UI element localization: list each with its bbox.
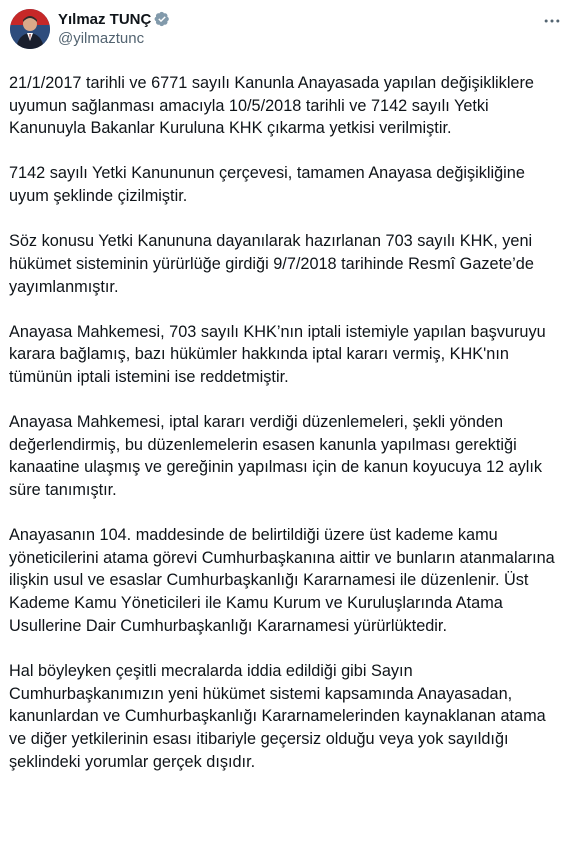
user-handle[interactable]: @yilmaztunc [58, 30, 145, 47]
tweet-paragraph: Anayasa Mahkemesi, iptal kararı verdiği düzenlemeleri, şekli yönden değerlendirmiş, bu düzenlemelerin esasen kanunla yapılması gerektiği kanaatine ulaşmış ve gereğinin yapılması için de kanun koyucuya 12 aylık süre tanımıştır. [9, 412, 543, 500]
tweet-paragraph: 21/1/2017 tarihli ve 6771 sayılı Kanunla Anayasada yapılan değişikliklere uyumun sağlanması amacıyla 10/5/2018 tarihli ve 7142 sayılı Yetki Kanunuyla Bakanlar Kuruluna KHK çıkarma yetkisi verilmiştir. [9, 74, 534, 138]
avatar[interactable] [10, 9, 50, 49]
tweet-paragraph: Hal böyleyken çeşitli mecralarda iddia edildiği gibi Sayın Cumhurbaşkanımızın yeni hükümet sistemi kapsamında Anayasadan, kanunlardan ve Cumhurbaşkanlığı Kararnamelerinden kaynaklanan atama ve diğer yetkilerinin esası itibariyle geçersiz olduğu veya yok sayıldığı şeklindeki yorumlar gerçek dışıdır. [9, 661, 546, 771]
display-name[interactable]: Yılmaz TUNÇ [58, 10, 152, 28]
tweet-paragraph: 7142 sayılı Yetki Kanununun çerçevesi, tamamen Anayasa değişikliğine uyum şeklinde çizilmiştir. [9, 164, 525, 206]
tweet-text [9, 72, 567, 773]
tweet-paragraph: Söz konusu Yetki Kanununa dayanılarak hazırlanan 703 sayılı KHK, yeni hükümet sisteminin yürürlüğe girdiği 9/7/2018 tarihinde Resmî Gazete’de yayımlanmıştır. [9, 232, 534, 296]
user-info [58, 9, 170, 47]
tweet-header [9, 9, 567, 55]
name-row [58, 9, 170, 29]
more-horizontal-icon[interactable] [541, 10, 563, 32]
tweet-paragraph: Anayasa Mahkemesi, 703 sayılı KHK’nın iptali istemiyle yapılan başvuruyu karara bağlamış, bazı hükümler hakkında iptal kararı vermiş, KHK'nın tümünün iptali istemini ise reddetmiştir. [9, 322, 546, 386]
avatar-image [10, 9, 50, 49]
tweet-paragraph: Anayasanın 104. maddesinde de belirtildiği üzere üst kademe kamu yöneticilerini atama görevi Cumhurbaşkanına aittir ve bunların atanmalarına ilişkin usul ve esaslar Cumhurbaşkanlığı Kararnamesi ile düzenlenir. Üst Kademe Kamu Yöneticileri ile Kamu Kurum ve Kuruluşlarında Atama Usullerine Dair Cumhurbaşkanlığı Kararnamesi yürürlüktedir. [9, 526, 555, 635]
verified-badge-icon [154, 11, 170, 27]
